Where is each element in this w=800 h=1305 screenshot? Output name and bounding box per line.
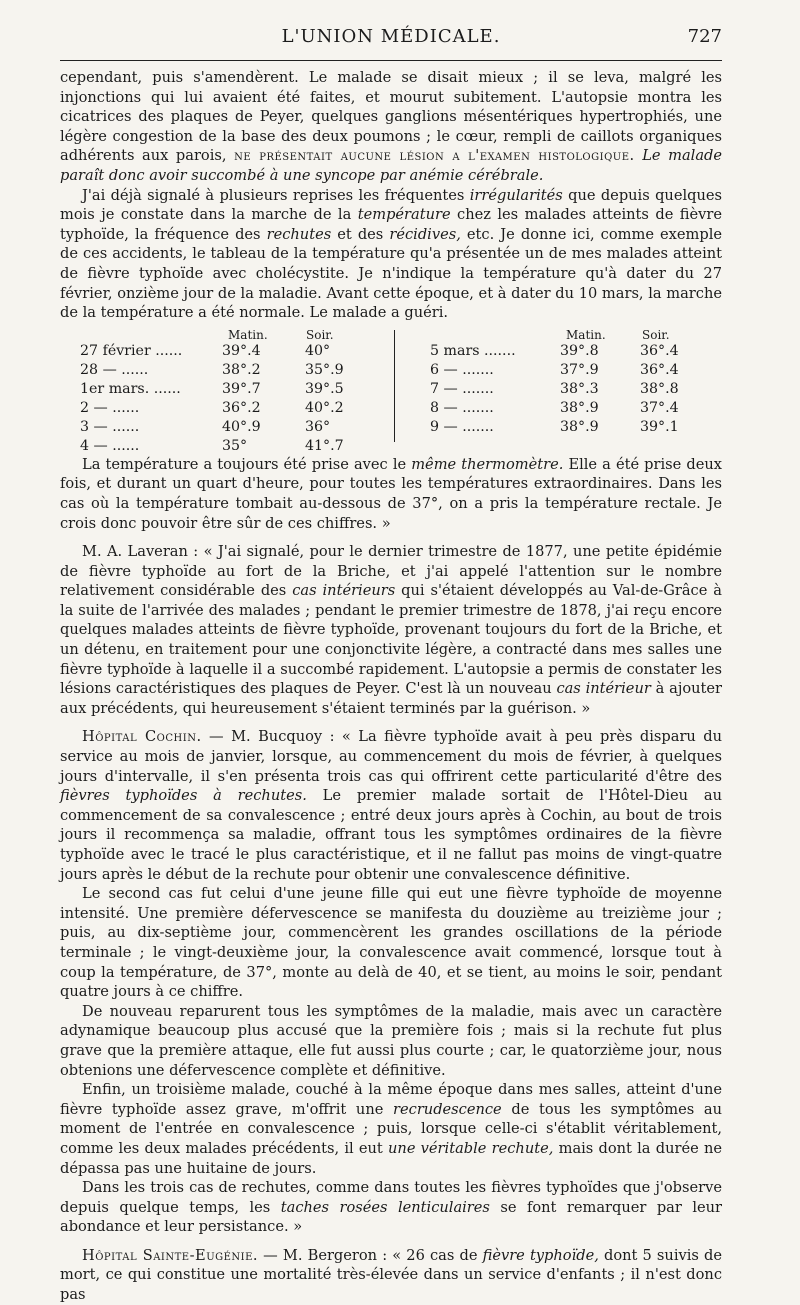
- page-number: 727: [687, 26, 722, 47]
- table-row: [430, 399, 750, 418]
- row-date: 6 — .......: [430, 361, 494, 378]
- header-soir: Soir.: [306, 327, 334, 342]
- header-matin: Matin.: [228, 327, 268, 342]
- text-run: chez les malades atteints de fièvre typhoïde, la fréquence des: [60, 206, 722, 243]
- article-body: [60, 68, 722, 1305]
- section-heading: Hôpital Cochin.: [82, 728, 202, 746]
- italic-run: fièvres typhoïdes à rechutes.: [60, 787, 307, 805]
- paragraph-3: [60, 455, 722, 533]
- italic-run: fièvre typhoïde,: [482, 1246, 599, 1264]
- text-run: dont 5 suivis de mort, ce qui constitue une mortalité très-élevée dans un service d'enfants ; il n'est donc pas: [60, 1246, 722, 1304]
- text-run: — M. Bergeron : « 26 cas de: [258, 1246, 483, 1264]
- header-rule: [60, 60, 722, 61]
- row-soir: 37°.4: [640, 399, 679, 416]
- row-matin: 35°: [222, 437, 248, 454]
- text-run: Le premier malade sortait de l'Hôtel-Dieu au commencement de sa convalescence ; entré deux jours après à Cochin, au bout de trois jours il recommença sa maladie, offrant tous les symptômes ordinaires de la fièvre typhoïde avec le tracé le plus caractéristique, et il ne fallut pas moins de vingt-quatre jours après le début de la rechute pour obtenir une convalescence définitive.: [60, 787, 722, 883]
- paragraph-7: De nouveau reparurent tous les symptômes de la maladie, mais avec un caractère adynamique beaucoup plus accusé que la première fois ; mais si la rechute fut plus grave que la première attaque, elle fut aussi plus courte ; car, le quatorzième jour, nous obtenions une défervescence complète et définitive.: [60, 1002, 722, 1079]
- text-run: se font remarquer par leur abondance et leur persistance. »: [60, 1198, 722, 1236]
- temperature-table-right: [430, 326, 750, 451]
- row-matin: 39°.8: [560, 342, 599, 359]
- italic-run: taches rosées lenticulaires: [280, 1198, 490, 1216]
- paragraph-8: [60, 1080, 722, 1178]
- row-date: 27 février ......: [80, 342, 183, 359]
- italic-run: irrégularités: [469, 186, 563, 204]
- table-row: [80, 380, 400, 399]
- row-soir: 38°.8: [640, 380, 679, 397]
- italic-run: cas intérieur: [556, 680, 651, 698]
- text-run: etc. Je donne ici, comme exemple de ces accidents, le tableau de la température qu'a présentée un de mes malades atteint de fièvre typhoïde avec cholécystite. Je n'indique la température qu'à dater du 27 février, onzième jour de la maladie. Avant cette époque, et à dater du 10 mars, la marche de la température a été normale. Le malade a guéri.: [60, 225, 723, 322]
- section-heading: Hôpital Sainte-Eugénie.: [82, 1246, 259, 1264]
- text-run: Elle a été prise deux fois, et durant un quart d'heure, pour toutes les températures extraordinaires. Dans les cas où la température tombait au-dessous de 37°, on a pris la température rectale. Je crois donc pouvoir être sûr de ces chiffres. »: [60, 455, 722, 532]
- row-matin: 38°.9: [560, 418, 599, 435]
- text-run: que depuis quelques mois je constate dans la marche de la: [60, 186, 722, 224]
- text-run: mais dont la durée ne dépassa pas une huitaine de jours.: [60, 1139, 722, 1177]
- temperature-table-left: [80, 326, 400, 454]
- row-date: 8 — .......: [430, 399, 494, 416]
- journal-title: L'UNION MÉDICALE.: [281, 26, 501, 47]
- text-run: et des: [331, 225, 390, 243]
- row-date: 28 — ......: [80, 361, 149, 378]
- row-soir: 36°.4: [640, 342, 679, 359]
- row-soir: 36°: [305, 418, 331, 435]
- row-matin: 38°.2: [222, 361, 261, 378]
- row-date: 7 — .......: [430, 380, 494, 397]
- row-soir: 39°.1: [640, 418, 679, 435]
- para1-italic: Le malade paraît donc avoir succombé à une syncope par anémie cérébrale.: [60, 147, 722, 184]
- row-date: 4 — ......: [80, 437, 140, 454]
- paragraph-4: [60, 542, 722, 718]
- table-row: [80, 437, 400, 456]
- table-row: [80, 418, 400, 437]
- header-matin: Matin.: [566, 327, 606, 342]
- row-soir: 39°.5: [305, 380, 344, 397]
- table-row: [80, 399, 400, 418]
- table-divider: [394, 330, 395, 442]
- table-row: [430, 361, 750, 380]
- row-date: 3 — ......: [80, 418, 140, 435]
- text-run: M. A. Laveran : « J'ai signalé, pour le dernier trimestre de 1877, une petite épidémie de fièvre typhoïde au fort de la Briche, et j'ai appelé l'attention sur le nombre relativement considérable des: [60, 543, 722, 600]
- text-run: de tous les symptômes au moment de l'entrée en convalescence ; puis, lorsque celle-ci s'établit véritablement, comme les deux malades précédents, il eut: [60, 1100, 722, 1157]
- row-matin: 36°.2: [222, 399, 261, 416]
- running-header: [60, 26, 722, 52]
- text-run: J'ai déjà signalé à plusieurs reprises les fréquentes: [82, 186, 470, 204]
- italic-run: même thermomètre.: [411, 455, 564, 473]
- text-run: qui s'étaient développés au Val-de-Grâce à la suite de l'arrivée des malades ; pendant le premier trimestre de 1878, j'ai reçu encore quelques malades atteints de fièvre typhoïde, provenant toujours du fort de la Briche, et un détenu, en traitement pour une conjonctivite légère, a contracté dans mes salles une fièvre typhoïde à laquelle il a succombé rapidement. L'autopsie a permis de constater les lésions caractéristiques des plaques de Peyer. C'est là un nouveau: [60, 582, 722, 698]
- italic-run: rechutes: [266, 225, 332, 243]
- italic-run: récidives,: [389, 225, 461, 243]
- para1-text: cependant, puis s'amendèrent. Le malade se disait mieux ; il se leva, malgré les injonctions qui lui avaient été faites, et mourut subitement. L'autopsie montra les cicatrices des plaques de Peyer, quelques ganglions mésentériques hypertrophiés, une légère congestion de la base des deux poumons ; le cœur, rempli de caillots organiques adhérents aux parois,: [60, 69, 722, 165]
- italic-run: recrudescence: [393, 1100, 502, 1118]
- paragraph-2: [60, 186, 722, 323]
- paragraph-9: [60, 1178, 722, 1237]
- row-matin: 39°.7: [222, 380, 261, 397]
- table-row: [430, 342, 750, 361]
- table-row: [430, 418, 750, 437]
- row-soir: 40°.2: [305, 399, 344, 416]
- row-date: 1er mars. ......: [80, 380, 181, 397]
- row-soir: 40°: [305, 342, 331, 359]
- header-soir: Soir.: [642, 327, 670, 342]
- text-run: La température a toujours été prise avec le: [82, 455, 412, 473]
- text-run: Dans les trois cas de rechutes, comme dans toutes les fièvres typhoïdes que j'observe depuis quelque temps, les: [60, 1179, 722, 1216]
- italic-run: température: [357, 206, 451, 224]
- paragraph-5: [60, 727, 722, 884]
- table-row: [80, 342, 400, 361]
- row-matin: 38°.9: [560, 399, 599, 416]
- para1-smallcaps: ne présentait aucune lésion a l'examen histologique.: [234, 147, 635, 165]
- row-date: 9 — .......: [430, 418, 494, 435]
- paragraph-10: [60, 1246, 722, 1305]
- table-row: [430, 380, 750, 399]
- temperature-table: [60, 326, 722, 454]
- paragraph-1: [60, 68, 722, 186]
- text-run: Enfin, un troisième malade, couché à la même époque dans mes salles, atteint d'une fièvre typhoïde assez grave, m'offrit une: [60, 1081, 722, 1118]
- row-soir: 41°.7: [305, 437, 344, 454]
- row-date: 2 — ......: [80, 399, 140, 416]
- italic-run: une véritable rechute,: [388, 1139, 554, 1157]
- row-matin: 39°.4: [222, 342, 261, 359]
- paragraph-6: Le second cas fut celui d'une jeune fille qui eut une fièvre typhoïde de moyenne intensité. Une première défervescence se manifesta du douzième au treizième jour ; puis, au dix-septième jour, commencèrent les grandes oscillations de la période terminale ; le vingt-deuxième jour, la convalescence avait commencé, lorsque tout à coup la température, de 37°, monte au delà de 40, et se tient, au moins le soir, pendant quatre jours à ce chiffre.: [60, 885, 722, 1001]
- row-matin: 40°.9: [222, 418, 261, 435]
- row-soir: 36°.4: [640, 361, 679, 378]
- italic-run: cas intérieurs: [292, 582, 396, 600]
- row-soir: 35°.9: [305, 361, 344, 378]
- row-matin: 38°.3: [560, 380, 599, 397]
- row-matin: 37°.9: [560, 361, 599, 378]
- text-run: — M. Bucquoy : « La fièvre typhoïde avait à peu près disparu du service au mois de janvier, lorsque, au commencement du mois de février, à quelques jours d'intervalle, il s'en présenta trois cas qui offrirent cette particularité d'être des: [60, 728, 723, 785]
- row-date: 5 mars .......: [430, 342, 516, 359]
- table-row: [80, 361, 400, 380]
- text-run: à ajouter aux précédents, qui heureusement s'étaient terminés par la guérison. »: [60, 680, 723, 717]
